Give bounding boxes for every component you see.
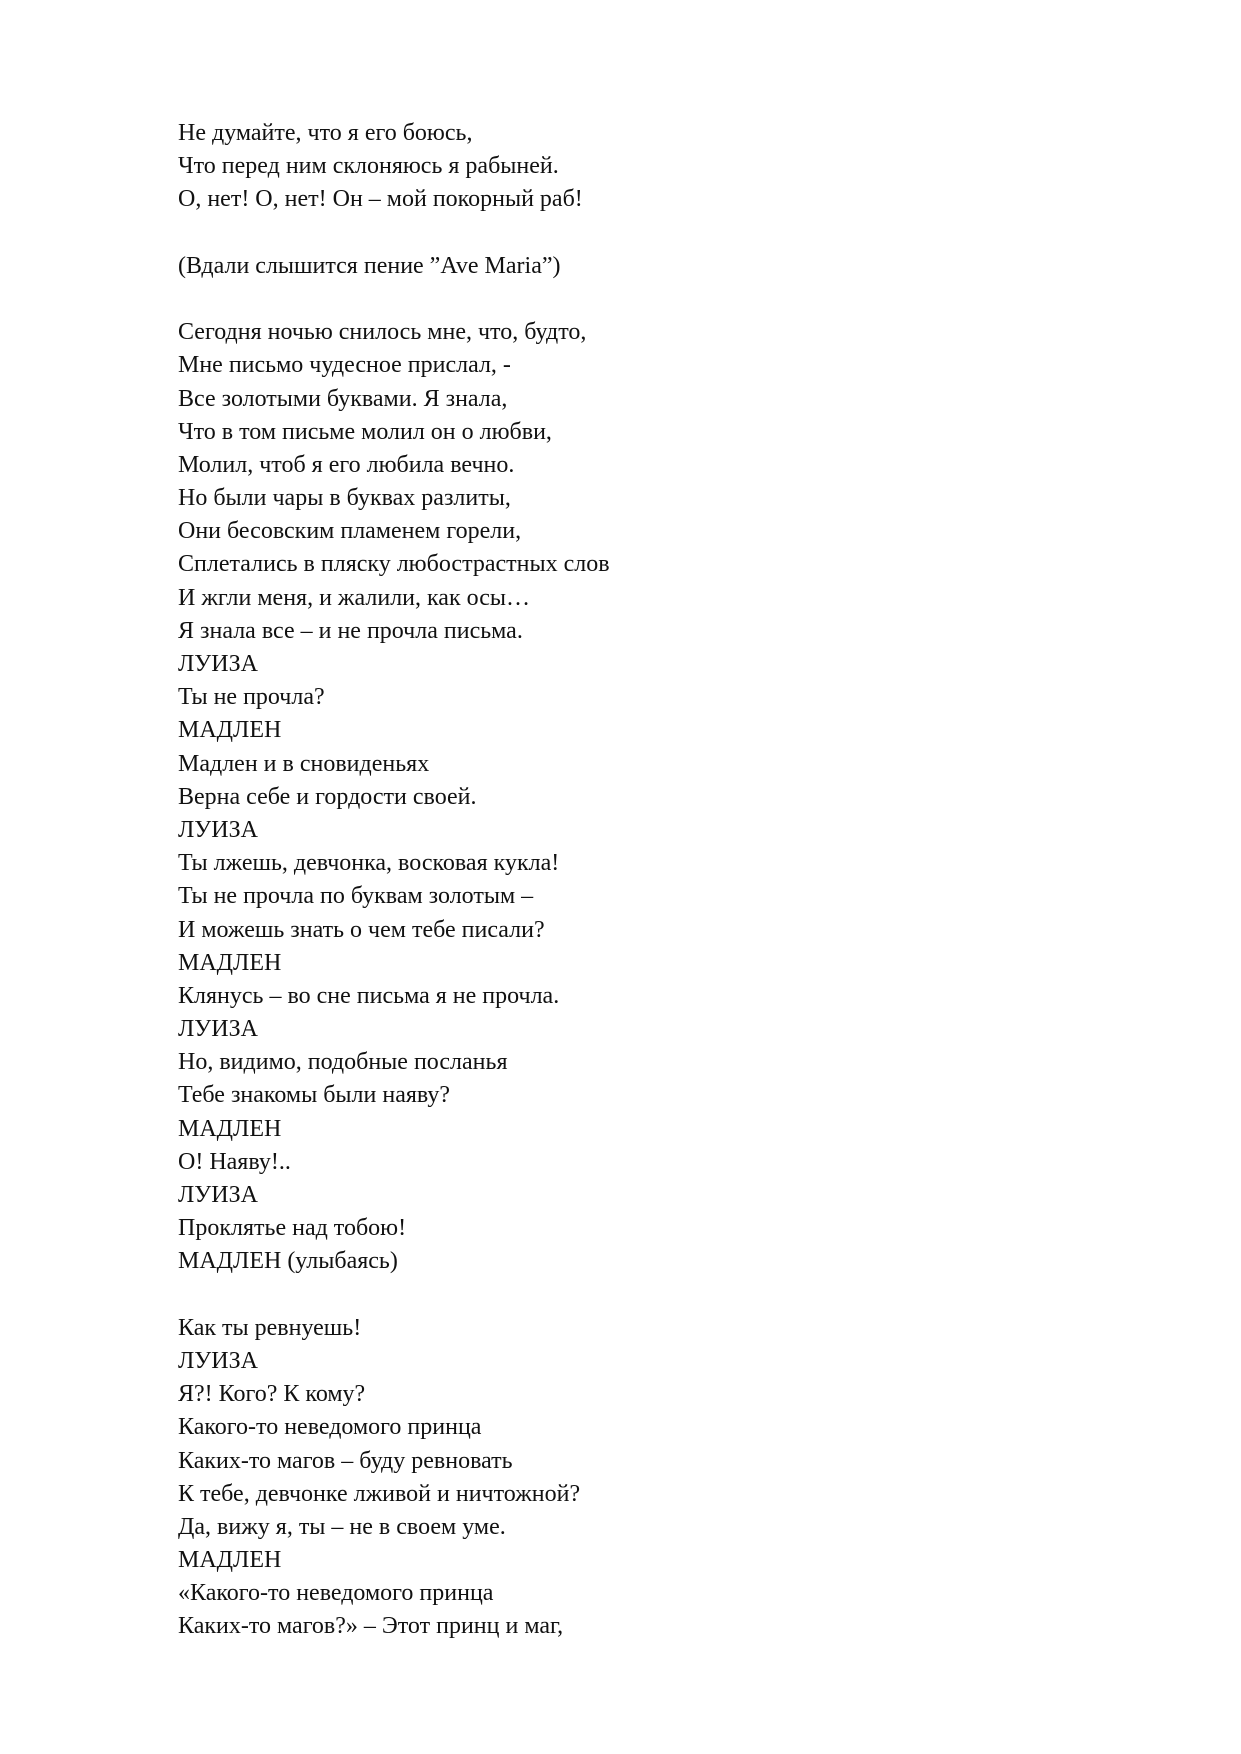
text-line: Клянусь – во сне письма я не прочла. <box>178 982 560 1009</box>
blank-line <box>178 217 1178 250</box>
text-line: Тебе знакомы были наяву? <box>178 1082 451 1109</box>
text-line: Каких-то магов – буду ревновать <box>178 1447 513 1474</box>
text-line: Все золотыми буквами. Я знала, <box>178 385 508 412</box>
speaker-name: ЛУИЗА <box>178 1347 258 1374</box>
speaker-name: МАДЛЕН <box>178 1547 282 1574</box>
text-line: Мадлен и в сновиденьях <box>178 750 430 777</box>
text-line: О! Наяву!.. <box>178 1148 291 1175</box>
speaker-name: ЛУИЗА <box>178 1182 258 1208</box>
text-line: Они бесовским пламенем горели, <box>178 518 522 545</box>
speaker-name: ЛУИЗА <box>178 816 258 843</box>
text-line: Да, вижу я, ты – не в своем уме. <box>178 1513 506 1540</box>
text-line: Что перед ним склоняюсь я рабыней. <box>178 153 559 180</box>
text-line: Какого-то неведомого принца <box>178 1414 482 1441</box>
text-line: Сплетались в пляску любострастных слов <box>178 551 610 578</box>
speaker-name: ЛУИЗА <box>178 1016 258 1043</box>
stage-direction: (Вдали слышится пение ”Ave Maria”) <box>178 252 561 279</box>
text-line: Я знала все – и не прочла письма. <box>178 617 523 644</box>
text-line: Мне письмо чудесное прислал, - <box>178 352 511 379</box>
text-line: Как ты ревнуешь! <box>178 1314 362 1341</box>
text-line: Но, видимо, подобные посланья <box>178 1049 508 1076</box>
text-line: Ты не прочла? <box>178 684 325 711</box>
text-line: И жгли меня, и жалили, как осы… <box>178 584 530 611</box>
speaker-name: МАДЛЕН (улыбаясь) <box>178 1248 398 1275</box>
text-line: Ты лжешь, девчонка, восковая кукла! <box>178 850 560 877</box>
text-line: Я?! Кого? К кому? <box>178 1381 366 1408</box>
speaker-name: МАДЛЕН <box>178 949 282 976</box>
speaker-name: МАДЛЕН <box>178 717 282 744</box>
blank-line <box>178 1279 1178 1312</box>
text-line: Что в том письме молил он о любви, <box>178 418 552 445</box>
text-line: Сегодня ночью снилось мне, что, будто, <box>178 319 587 346</box>
text-line: Каких-то магов?» – Этот принц и маг, <box>178 1613 564 1640</box>
text-line: К тебе, девчонке лживой и ничтожной? <box>178 1480 581 1507</box>
text-line: Не думайте, что я его боюсь, <box>178 120 473 146</box>
text-line: Проклятье над тобою! <box>178 1215 407 1242</box>
blank-line <box>178 283 1178 316</box>
text-line: И можешь знать о чем тебе писали? <box>178 916 545 943</box>
text-line: Верна себе и гордости своей. <box>178 783 477 810</box>
play-text <box>178 117 1178 1644</box>
text-line: Молил, чтоб я его любила вечно. <box>178 451 515 478</box>
text-line: О, нет! О, нет! Он – мой покорный раб! <box>178 186 583 213</box>
text-line: Но были чары в буквах разлиты, <box>178 485 511 512</box>
text-line: Ты не прочла по буквам золотым – <box>178 883 534 910</box>
speaker-name: МАДЛЕН <box>178 1115 282 1142</box>
text-line: «Какого-то неведомого принца <box>178 1580 494 1607</box>
speaker-name: ЛУИЗА <box>178 651 258 677</box>
